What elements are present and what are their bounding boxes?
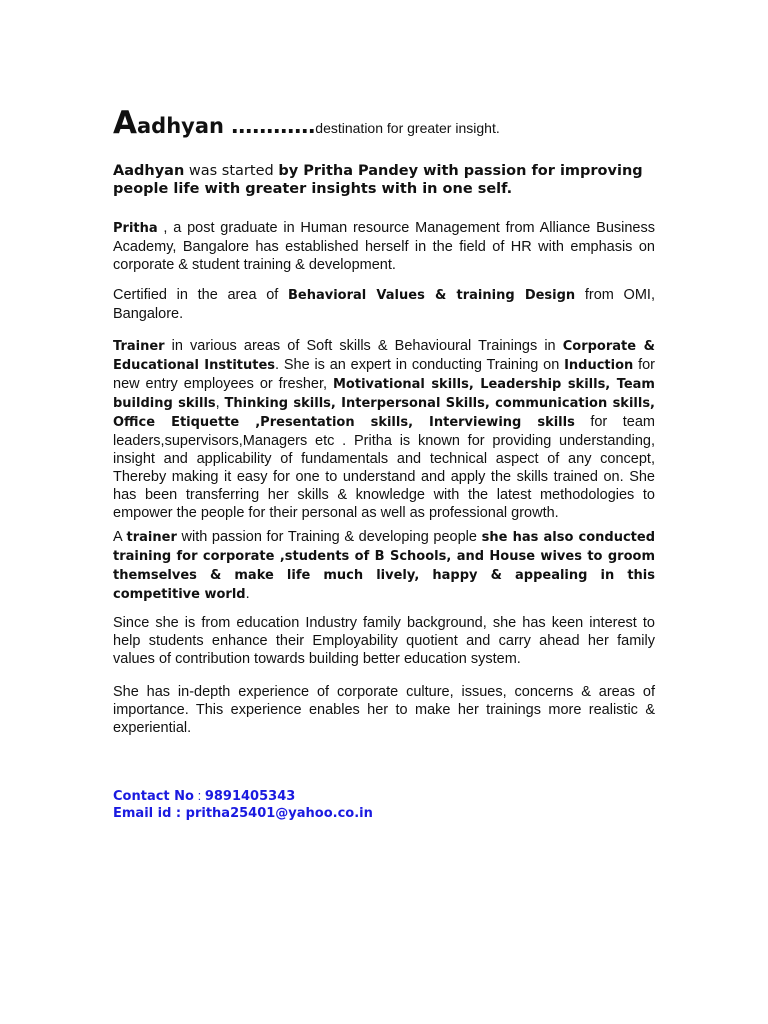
trainer-b2: Corporate & Educational Institutes — [113, 339, 655, 373]
background-paragraph — [113, 614, 655, 668]
heading-title: adhyan ………… — [137, 114, 316, 138]
trainer-b5: Thinking skills, Interpersonal Skills, communication skills, Office Etiquette ,Presentation skills, Interviewing skills — [113, 396, 655, 430]
intro-paragraph — [113, 162, 655, 198]
contact-phone-line — [113, 787, 655, 806]
experience-paragraph — [113, 683, 655, 737]
bio-paragraph — [113, 219, 655, 274]
certification-title: Behavioral Values & training Design — [287, 288, 576, 303]
intro-started-text: was started — [184, 163, 279, 179]
email-label: Email id : — [113, 806, 186, 821]
certification-paragraph — [113, 286, 655, 323]
passion-t2: with passion for Training & developing people — [176, 529, 482, 545]
phone-label: Contact No — [113, 789, 194, 804]
trainer-b4: Motivational skills, Leadership skills, Team building skills — [113, 377, 655, 411]
trainer-t1: in various areas of Soft skills & Behavioural Trainings in — [164, 338, 563, 354]
intro-company-name: Aadhyan — [113, 163, 185, 179]
document-heading — [113, 105, 500, 141]
trainer-t4: , — [215, 395, 225, 411]
trainer-paragraph — [113, 337, 655, 522]
certification-pre: Certified in the area of — [113, 287, 288, 303]
passion-b1: trainer — [126, 530, 177, 545]
passion-t1: A — [113, 529, 127, 545]
bio-text: , a post graduate in Human resource Management from Alliance Business Academy, Bangalore has established herself in the field of HR with emphasis on corporate & student training & development. — [113, 220, 655, 273]
bio-name: Pritha — [113, 221, 158, 236]
trainer-b1: Trainer — [113, 339, 165, 354]
heading-initial: A — [113, 105, 137, 141]
intro-founder-text: by Pritha Pandey with passion for improving people life with greater insights with in one self. — [113, 163, 643, 197]
passion-paragraph — [113, 528, 655, 604]
trainer-t5: for team leaders,supervisors,Managers etc . Pritha is known for providing understanding, insight and applicability of fundamentals and technical aspect of any concept, Thereby making it easy for one to understand and apply the skills trained on. She has been transferring her skills & knowledge with the latest methodologies to empower the people for their personal as well as professional growth. — [113, 414, 655, 521]
email-address[interactable]: pritha25401@yahoo.co.in — [185, 806, 373, 821]
passion-b2: she has also conducted training for corporate ,students of B Schools, and House wives to groom themselves & make life much lively, happy & appealing in this competitive world — [113, 530, 656, 602]
background-text: Since she is from education Industry family background, she has keen interest to help students enhance their Employability quotient and carry ahead her family values of contribution towards building better education system. — [113, 615, 655, 667]
trainer-b3: Induction — [564, 358, 634, 373]
passion-t3: . — [245, 586, 250, 602]
phone-separator: : — [193, 788, 205, 803]
trainer-t3: for new entry employees or fresher, — [113, 357, 655, 392]
certification-post: from OMI, Bangalore. — [113, 287, 655, 322]
trainer-t2: . She is an expert in conducting Training on — [275, 357, 565, 373]
phone-number[interactable]: 9891405343 — [204, 789, 296, 804]
contact-email-line — [113, 805, 655, 823]
heading-tagline: destination for greater insight. — [315, 120, 500, 136]
experience-text: She has in-depth experience of corporate culture, issues, concerns & areas of importance. This experience enables her to make her trainings more realistic & experiential. — [113, 684, 655, 736]
